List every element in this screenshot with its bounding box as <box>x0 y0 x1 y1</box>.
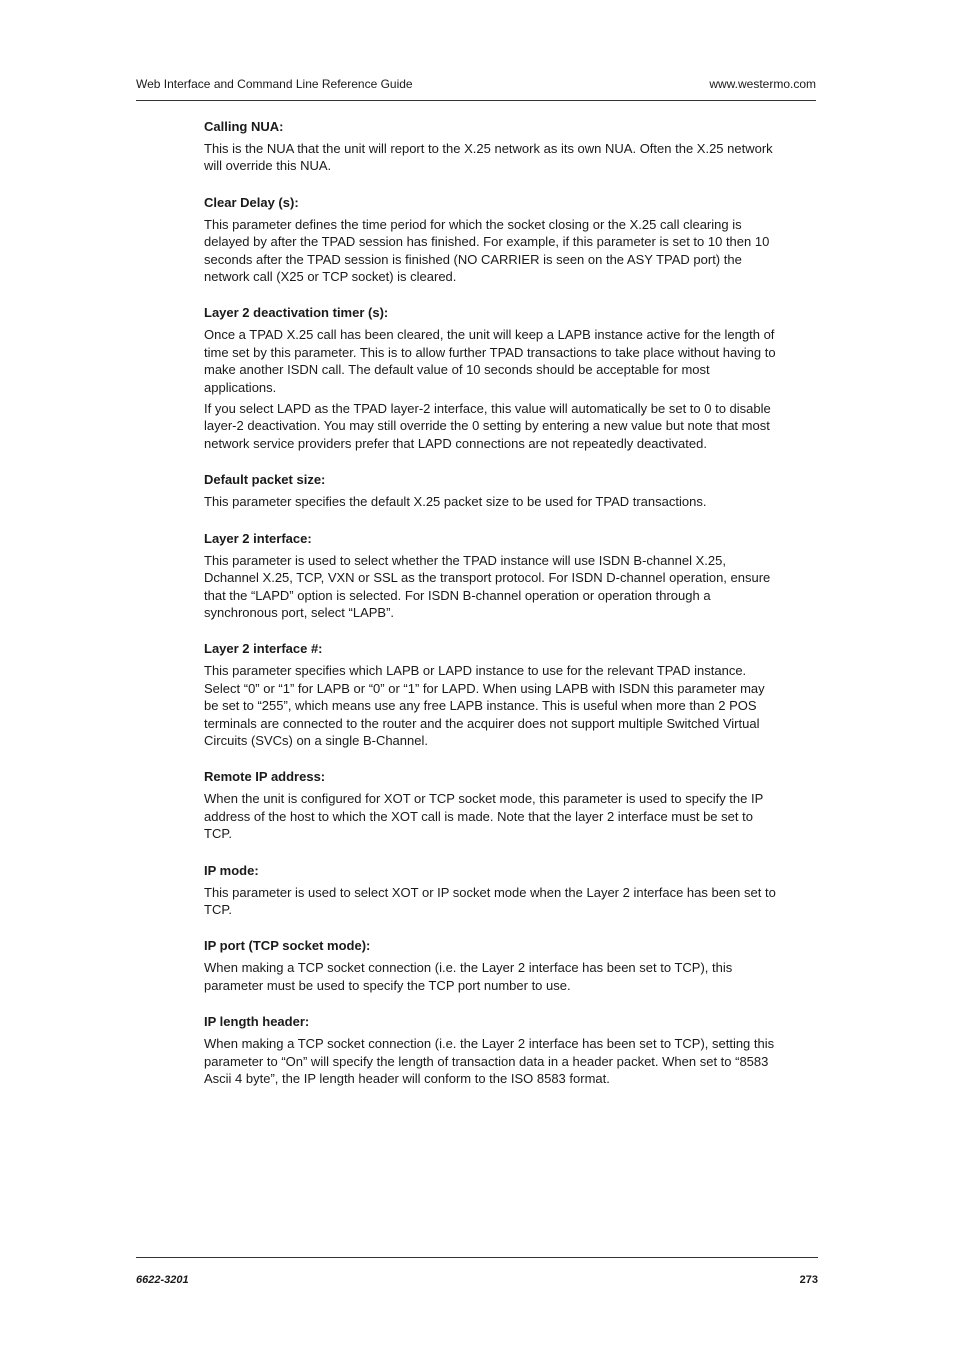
section-paragraph: Once a TPAD X.25 call has been cleared, the unit will keep a LAPB instance active for the length of time set by this parameter. This is to allow further TPAD transactions to take place without having to make another ISDN call. The default value of 10 seconds should be acceptable for most applications. <box>204 327 776 395</box>
section-heading: Default packet size: <box>204 472 326 488</box>
header-title: Web Interface and Command Line Reference Guide <box>136 77 413 91</box>
section-ip-length-header <box>204 1013 776 1087</box>
header-url: www.westermo.com <box>709 77 816 91</box>
page-content <box>204 118 776 1106</box>
section-paragraph: If you select LAPD as the TPAD layer-2 interface, this value will automatically be set to 0 to disable layer-2 deactivation. You may still override the 0 setting by entering a new value but note that most network service providers prefer that LAPD connections are not repeatedly deactivated. <box>204 401 771 451</box>
section-ip-port <box>204 937 776 994</box>
section-heading: Layer 2 deactivation timer (s): <box>204 305 389 321</box>
section-ip-mode <box>204 862 776 919</box>
section-paragraph: This parameter is used to select whether the TPAD instance will use ISDN B-channel X.25, Dchannel X.25, TCP, VXN or SSL as the transport protocol. For ISDN D-channel operation, ensure that the “LAPD” option is selected. For ISDN B-channel operation or operation through a synchronous port, select “LAPB”. <box>204 552 771 620</box>
section-paragraph: This parameter defines the time period for which the socket closing or the X.25 call clearing is delayed by after the TPAD session has finished. For example, if this parameter is set to 10 then 10 seconds after the TPAD session is finished (NO CARRIER is seen on the ASY TPAD port) the network call (X25 or TCP socket) is cleared. <box>204 216 770 285</box>
section-paragraph: When the unit is configured for XOT or TCP socket mode, this parameter is used to specify the IP address of the host to which the XOT call is made. Note that the layer 2 interface must be set to TCP. <box>204 791 764 842</box>
section-calling-nua <box>204 118 776 175</box>
section-heading: IP length header: <box>204 1014 310 1030</box>
section-heading: Layer 2 interface: <box>204 530 312 546</box>
page-footer <box>136 1257 818 1288</box>
section-paragraph: When making a TCP socket connection (i.e. the Layer 2 interface has been set to TCP), setting this parameter to “On” will specify the length of transaction data in a header packet. When set to “8583 Ascii 4 byte”, the IP length header will conform to the ISO 8583 format. <box>204 1036 775 1086</box>
section-default-packet-size <box>204 471 776 510</box>
section-paragraph: This is the NUA that the unit will report to the X.25 network as its own NUA. Often the X.25 network will override this NUA. <box>204 141 773 174</box>
section-heading: Calling NUA: <box>204 119 284 134</box>
section-paragraph: This parameter specifies which LAPB or LAPD instance to use for the relevant TPAD instance. Select “0” or “1” for LAPB or “0” or “1” for LAPD. When using LAPB with ISDN this parameter may be set to “255”, which means use any free LAPB instance. This is useful when more than 2 POS terminals are connected to the router and the acquirer does not support multiple Switched Virtual Circuits (SVCs) on a single B-Channel. <box>204 663 765 748</box>
page-number: 273 <box>799 1274 818 1286</box>
section-layer2-interface-number <box>204 640 776 749</box>
section-clear-delay <box>204 194 776 286</box>
section-heading: IP port (TCP socket mode): <box>204 938 371 954</box>
section-heading: Clear Delay (s): <box>204 194 299 210</box>
section-layer2-interface <box>204 530 776 622</box>
section-layer2-deactivation-timer <box>204 304 776 452</box>
page-header <box>136 76 816 101</box>
section-heading: IP mode: <box>204 862 259 878</box>
doc-number: 6622-3201 <box>136 1274 189 1286</box>
section-paragraph: When making a TCP socket connection (i.e. the Layer 2 interface has been set to TCP), this parameter must be used to specify the TCP port number to use. <box>204 960 733 993</box>
section-paragraph: This parameter specifies the default X.25 packet size to be used for TPAD transactions. <box>204 494 707 510</box>
section-heading: Remote IP address: <box>204 769 326 785</box>
section-remote-ip-address <box>204 768 776 842</box>
section-paragraph: This parameter is used to select XOT or IP socket mode when the Layer 2 interface has been set to TCP. <box>204 884 776 917</box>
section-heading: Layer 2 interface #: <box>204 641 323 657</box>
